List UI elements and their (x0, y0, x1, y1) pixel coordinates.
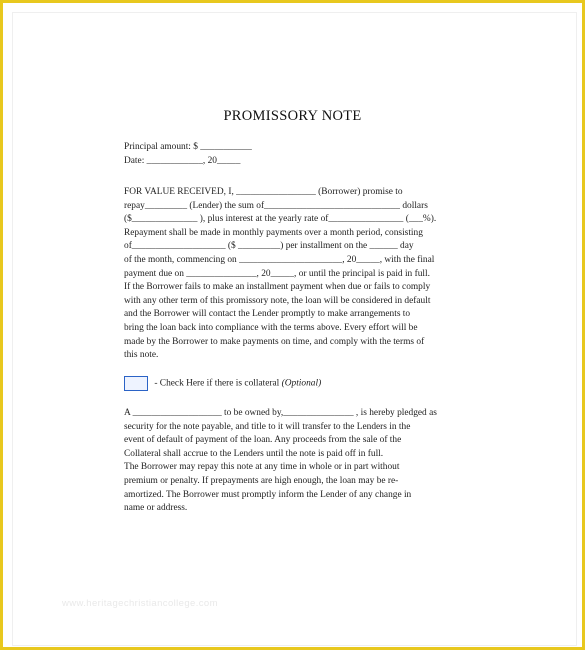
terms-line: Repayment shall be made in monthly payments over a month period, consisting (124, 227, 423, 238)
terms-line: repay_________ (Lender) the sum of_____________________________ dollars (124, 200, 428, 211)
terms-line: bring the loan back into compliance with the terms above. Every effort will be (124, 322, 418, 333)
terms-line: of the month, commencing on ______________________, 20_____, with the final (124, 254, 435, 265)
collateral-line: Collateral shall accrue to the Lenders until the note is paid off in full. (124, 448, 384, 459)
terms-line: ($______________ ), plus interest at the yearly rate of________________ (___%). (124, 214, 437, 225)
document-title: PROMISSORY NOTE (223, 108, 362, 124)
terms-line: FOR VALUE RECEIVED, I, _________________ (Borrower) promise to (124, 187, 403, 197)
collateral-line: premium or penalty. If prepayments are high enough, the loan may be re- (124, 475, 399, 486)
collateral-line: amortized. The Borrower must promptly inform the Lender of any change in (124, 489, 412, 500)
collateral-optional-label: (Optional) (281, 378, 322, 389)
collateral-row (124, 376, 321, 391)
collateral-check-label: - Check Here if there is collateral (152, 378, 282, 389)
terms-line: made by the Borrower to make payments on time, and comply with the terms of (124, 336, 425, 347)
terms-paragraph (124, 186, 462, 363)
terms-line: and the Borrower will contact the Lender promptly to make arrangements to (124, 309, 411, 320)
terms-line: If the Borrower fails to make an installment payment when due or fails to comply (124, 282, 431, 293)
collateral-line: event of default of payment of the loan. Any proceeds from the sale of the (124, 435, 402, 446)
watermark-text: www.heritagechristiancollege.com (62, 598, 218, 609)
collateral-checkbox[interactable] (124, 376, 148, 391)
terms-line: payment due on _______________, 20_____, or until the principal is paid in full. (124, 268, 430, 279)
principal-amount-line: Principal amount: $ ___________ (124, 142, 252, 152)
terms-line: of____________________ ($ _________) per installment on the ______ day (124, 241, 414, 252)
collateral-line: security for the note payable, and title to it will transfer to the Lenders in the (124, 421, 411, 432)
collateral-paragraph (124, 407, 462, 516)
terms-line: this note. (124, 350, 159, 361)
terms-line: with any other term of this promissory note, the loan will be considered in default (124, 295, 431, 306)
date-line: Date: ____________, 20_____ (124, 156, 241, 166)
collateral-line: The Borrower may repay this note at any time in whole or in part without (124, 462, 400, 473)
collateral-line: name or address. (124, 503, 188, 514)
collateral-line: A ___________________ to be owned by,_______________ , is hereby pledged as (124, 408, 437, 418)
